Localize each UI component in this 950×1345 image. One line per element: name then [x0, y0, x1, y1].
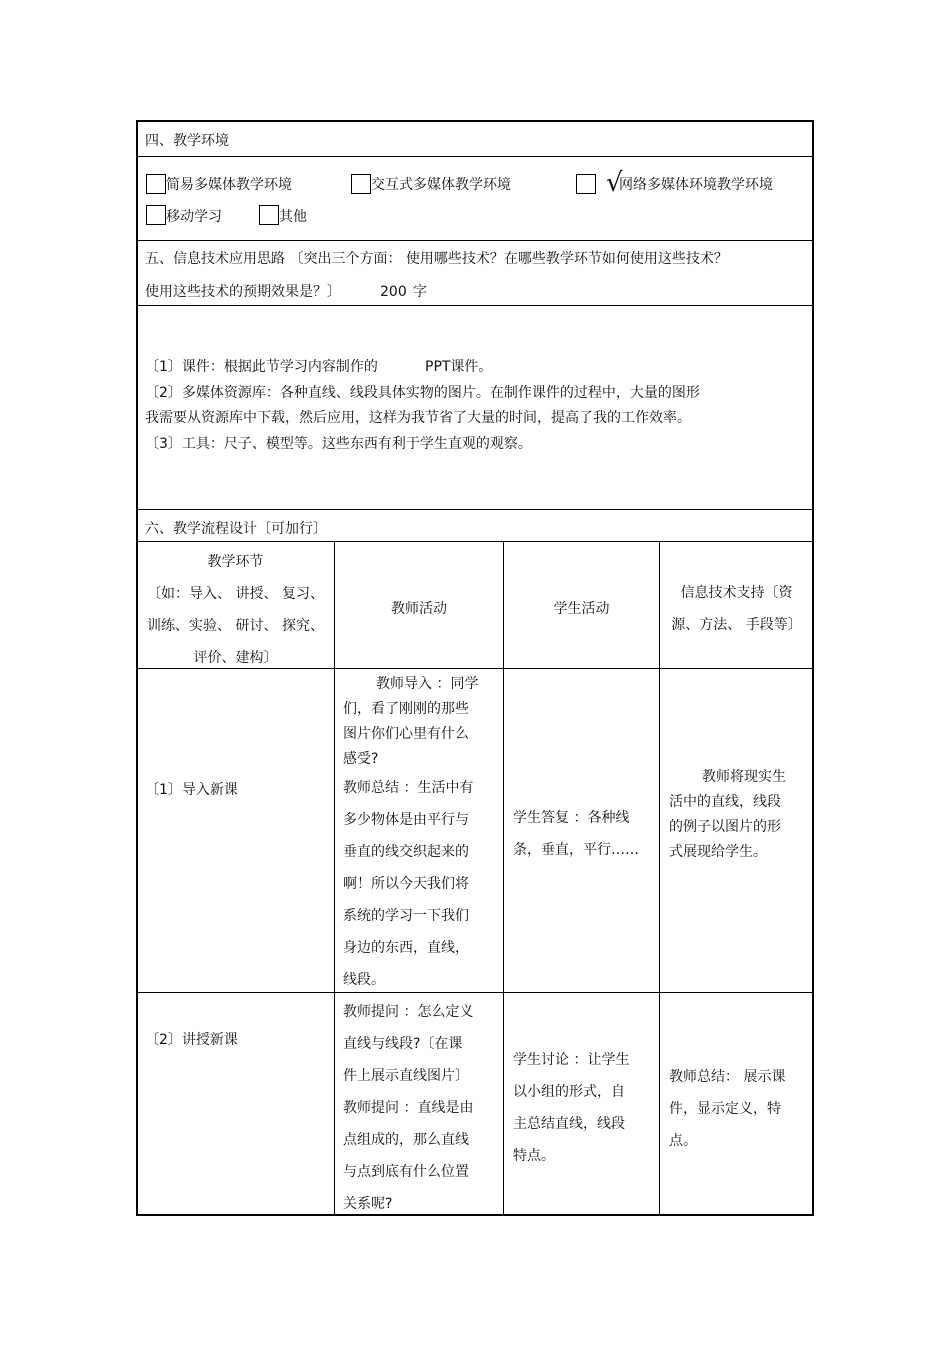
word-count-unit: 字	[413, 284, 427, 300]
row1-stage: 〔1〕导入新课	[145, 782, 238, 798]
row2-tech	[669, 1061, 785, 1157]
row2-stage: 〔2〕讲授新课	[145, 1032, 238, 1048]
text-line: 以小组的形式，自	[513, 1084, 625, 1100]
section-6-title: 六、教学流程设计〔可加行〕	[145, 521, 327, 537]
text-line: 式展现给学生。	[669, 844, 767, 860]
section-5-line: 〔1〕课件：根据此节学习内容制作的	[145, 359, 378, 375]
row2-teacher	[343, 996, 473, 1220]
row1-teacher-summary	[343, 772, 473, 996]
text-line: 多少物体是由平行与	[343, 812, 469, 828]
option-label: 简易多媒体教学环境	[166, 177, 292, 193]
text-line: 点。	[669, 1133, 697, 1149]
column-divider	[334, 541, 335, 1215]
section-5-line: 我需要从资源库中下载，然后应用，这样为我节省了大量的时间，提高了我的工作效率。	[145, 410, 691, 426]
text-line: 教师导入 ：同学	[376, 676, 479, 692]
text-line: 件，显示定义，特	[669, 1101, 781, 1117]
row2-student	[513, 1044, 629, 1172]
text-line: 与点到底有什么位置	[343, 1164, 469, 1180]
header-it-line: 源、方法、 手段等〕	[671, 617, 802, 633]
text-line: 关系呢?	[343, 1196, 393, 1212]
word-count: 200	[380, 284, 407, 300]
checkbox-simple-multimedia[interactable]	[146, 174, 166, 194]
row1-tech	[669, 765, 786, 865]
checkbox-other[interactable]	[259, 205, 279, 225]
checkbox-network-multimedia[interactable]	[576, 174, 596, 194]
header-teacher-activity: 教师活动	[391, 601, 447, 617]
text-line: 直线与线段?〔在课	[343, 1036, 463, 1052]
section-5-line: 〔3〕工具：尺子、模型等。这些东西有利于学生直观的观察。	[145, 436, 532, 452]
section-5-subtitle: 使用这些技术的预期效果是？〕	[145, 284, 341, 300]
text-line: 教师总结 ：生活中有	[343, 780, 474, 796]
text-line: 的例子以图片的形	[669, 819, 781, 835]
text-line: 点组成的，那么直线	[343, 1132, 469, 1148]
header-stage	[137, 546, 334, 674]
text-line: 特点。	[513, 1148, 555, 1164]
header-stage-line: 训练、实验、 研讨、 探究、	[147, 618, 324, 634]
text-line: 主总结直线，线段	[513, 1116, 625, 1132]
text-line: 件上展示直线图片〕	[343, 1068, 469, 1084]
text-line: 系统的学习一下我们	[343, 908, 469, 924]
section-4-title: 四、教学环境	[145, 133, 229, 149]
text-line: 垂直的线交织起来的	[343, 844, 469, 860]
column-divider	[503, 541, 504, 1215]
text-line: 活中的直线，线段	[669, 794, 781, 810]
text-line: 啊！所以今天我们将	[343, 876, 469, 892]
check-mark-icon: √	[606, 168, 623, 198]
header-student-activity: 学生活动	[553, 601, 610, 617]
text-line: 们，看了刚刚的那些	[343, 701, 469, 717]
row1-teacher	[343, 672, 478, 772]
text-line: 线段。	[343, 972, 385, 988]
table-divider	[136, 992, 814, 993]
row1-student	[513, 802, 639, 866]
column-divider	[659, 541, 660, 1215]
text-line: 教师提问 ：怎么定义	[343, 1004, 474, 1020]
text-line: 身边的东西，直线，	[343, 940, 469, 956]
text-line: 图片你们心里有什么	[343, 726, 469, 742]
header-it-line: 信息技术支持〔资	[680, 585, 793, 601]
text-line: 教师总结： 展示课	[669, 1069, 786, 1085]
text-line: 教师将现实生	[702, 769, 786, 785]
header-stage-line: 评价、建构〕	[193, 650, 278, 666]
section-5-title: 五、信息技术应用思路 〔突出三个方面： 使用哪些技术？在哪些教学环节如何使用这些技术？	[145, 251, 728, 267]
table-divider	[136, 305, 814, 306]
option-label: 交互式多媒体教学环境	[371, 177, 511, 193]
text-line: 感受?	[343, 751, 379, 767]
option-label: 其他	[279, 209, 307, 225]
checkbox-interactive-multimedia[interactable]	[351, 174, 371, 194]
header-stage-line: 〔如：导入、 讲授、 复习、	[147, 586, 324, 602]
section-5-line: PPT课件。	[425, 359, 493, 375]
table-divider	[136, 240, 814, 241]
option-label: 移动学习	[166, 209, 222, 225]
header-it-support	[660, 577, 813, 641]
text-line: 学生答复 ：各种线	[513, 810, 630, 826]
table-divider	[136, 156, 814, 157]
text-line: 学生讨论 ：让学生	[513, 1052, 630, 1068]
checkbox-mobile-learning[interactable]	[146, 205, 166, 225]
text-line: 条，垂直，平行……	[513, 842, 639, 858]
header-stage-line: 教学环节	[207, 554, 264, 570]
table-divider	[136, 541, 814, 542]
table-divider	[136, 509, 814, 510]
text-line: 教师提问 ：直线是由	[343, 1100, 474, 1116]
option-label: 网络多媒体环境教学环境	[619, 177, 773, 193]
section-5-line: 〔2〕多媒体资源库：各种直线、线段具体实物的图片。在制作课件的过程中，大量的图形	[145, 385, 700, 401]
